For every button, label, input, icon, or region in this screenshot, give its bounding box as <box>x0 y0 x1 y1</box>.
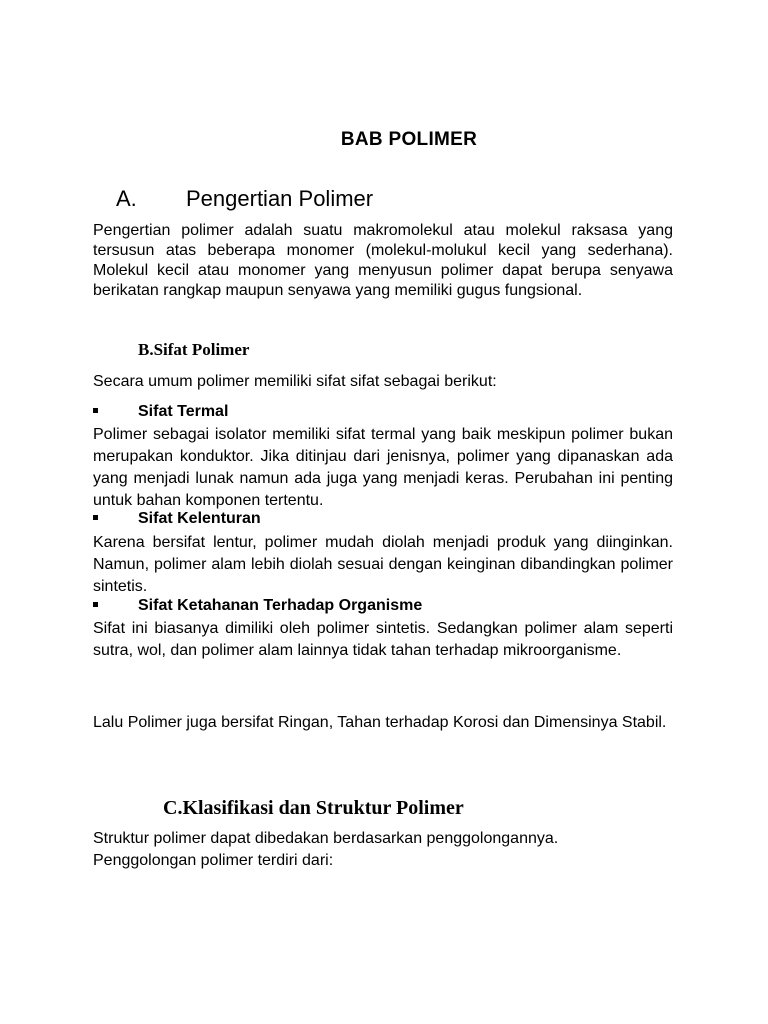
section-a-heading <box>116 186 373 212</box>
bullet-square-icon <box>93 602 98 607</box>
bullet-item-ketahanan <box>93 596 422 616</box>
section-b-intro: Secara umum polimer memiliki sifat sifat sebagai berikut: <box>93 373 497 390</box>
section-a-letter: A. <box>116 186 137 211</box>
bullet-label: Sifat Kelenturan <box>138 510 261 527</box>
bullet-square-icon <box>93 408 98 413</box>
bullet-label: Sifat Ketahanan Terhadap Organisme <box>138 597 423 614</box>
section-b-closing: Lalu Polimer juga bersifat Ringan, Tahan terhadap Korosi dan Dimensinya Stabil. <box>93 714 667 731</box>
section-a-paragraph: Pengertian polimer adalah suatu makromolekul atau molekul raksasa yang tersusun atas beberapa monomer (molekul-molukul kecil yang sederhana). Molekul kecil atau monomer yang menyusun polimer dapat berupa senyawa berikatan rangkap maupun senyawa yang memiliki gugus fungsional. <box>93 222 673 299</box>
section-b-heading: B.Sifat Polimer <box>138 340 250 359</box>
section-a-title: Pengertian Polimer <box>186 186 374 211</box>
bullet-paragraph-kelenturan: Karena bersifat lentur, polimer mudah diolah menjadi produk yang diinginkan. Namun, polimer alam lebih diolah sesuai dengan keinginan dibandingkan polimer sintetis. <box>93 534 673 595</box>
section-c-heading: C.Klasifikasi dan Struktur Polimer <box>163 797 464 819</box>
bullet-square-icon <box>93 515 98 520</box>
bullet-paragraph-ketahanan: Sifat ini biasanya dimiliki oleh polimer sintetis. Sedangkan polimer alam seperti sutra, wol, dan polimer alam lainnya tidak tahan terhadap mikroorganisme. <box>93 620 673 659</box>
bullet-item-termal <box>93 402 228 422</box>
section-c-line-2: Penggolongan polimer terdiri dari: <box>93 852 334 869</box>
bullet-item-kelenturan <box>93 509 261 529</box>
bullet-label: Sifat Termal <box>138 403 229 420</box>
document-title: BAB POLIMER <box>340 129 478 150</box>
section-c-line-1: Struktur polimer dapat dibedakan berdasarkan penggolongannya. <box>93 830 559 847</box>
bullet-paragraph-termal: Polimer sebagai isolator memiliki sifat termal yang baik meskipun polimer bukan merupakan konduktor. Jika ditinjau dari jenisnya, polimer yang dipanaskan ada yang menjadi lunak namun ada juga yang menjadi keras. Perubahan ini penting untuk bahan komponen tertentu. <box>93 426 673 509</box>
